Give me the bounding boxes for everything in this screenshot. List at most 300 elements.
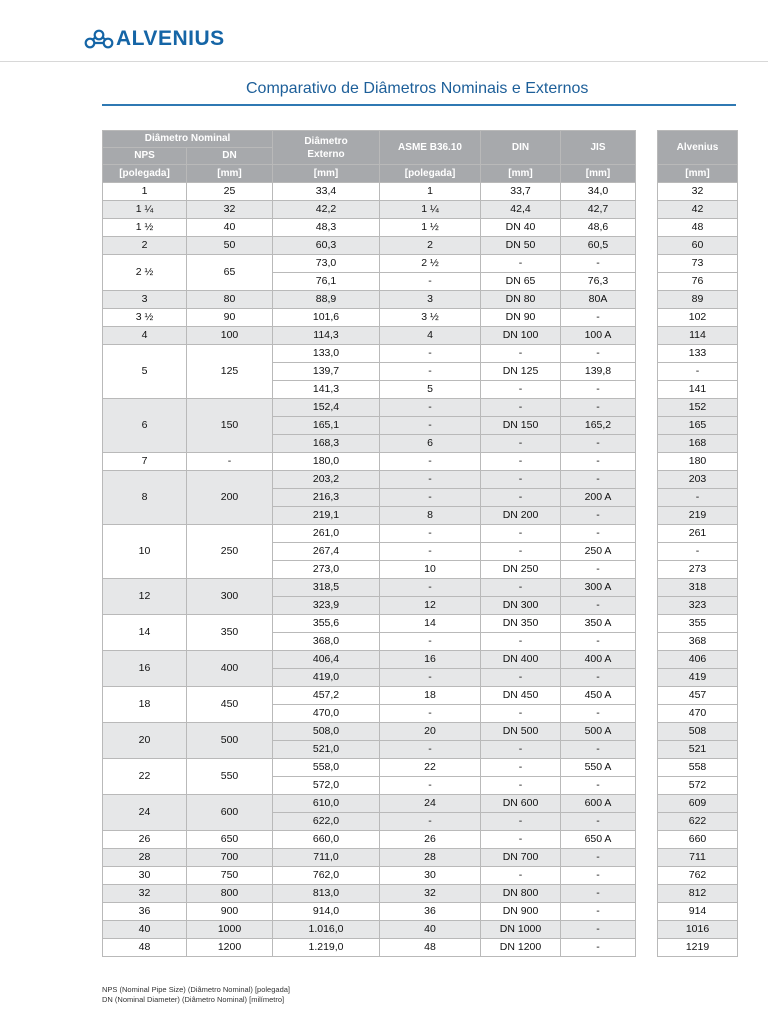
cell-jis: 350 A [561, 615, 636, 633]
cell-externo: 711,0 [273, 849, 380, 867]
cell-nps: 28 [103, 849, 187, 867]
table-row [658, 723, 738, 741]
cell-nps: 1 ¼ [103, 201, 187, 219]
cell-externo: 76,1 [273, 273, 380, 291]
table-row [658, 417, 738, 435]
table-row [658, 651, 738, 669]
cell-asme: 1 ½ [380, 219, 481, 237]
cell-din: DN 80 [481, 291, 561, 309]
cell-alvenius: - [658, 489, 738, 507]
cell-alvenius: 558 [658, 759, 738, 777]
cell-externo: 610,0 [273, 795, 380, 813]
table-row [658, 849, 738, 867]
cell-jis: 450 A [561, 687, 636, 705]
cell-dn: - [187, 453, 273, 471]
unit-din: [mm] [481, 165, 561, 183]
cell-alvenius: 168 [658, 435, 738, 453]
cell-jis: - [561, 309, 636, 327]
cell-alvenius: 406 [658, 651, 738, 669]
cell-din: - [481, 381, 561, 399]
cell-alvenius: 660 [658, 831, 738, 849]
cell-dn: 550 [187, 759, 273, 795]
cell-jis: - [561, 921, 636, 939]
cell-din: DN 500 [481, 723, 561, 741]
cell-din: - [481, 831, 561, 849]
cell-jis: - [561, 705, 636, 723]
cell-nps: 26 [103, 831, 187, 849]
footnote-dn: DN (Nominal Diameter) (Diâmetro Nominal) [milímetro] [102, 995, 285, 1004]
cell-alvenius: - [658, 363, 738, 381]
cell-alvenius: 622 [658, 813, 738, 831]
unit-dn: [mm] [187, 165, 273, 183]
cell-nps: 36 [103, 903, 187, 921]
cell-asme: 12 [380, 597, 481, 615]
cell-asme: 32 [380, 885, 481, 903]
cell-externo: 572,0 [273, 777, 380, 795]
header-din: DIN [481, 131, 561, 165]
cell-dn: 650 [187, 831, 273, 849]
cell-jis: - [561, 867, 636, 885]
table-row [658, 327, 738, 345]
cell-externo: 368,0 [273, 633, 380, 651]
cell-jis: - [561, 885, 636, 903]
table-row [658, 489, 738, 507]
cell-jis: 60,5 [561, 237, 636, 255]
cell-externo: 813,0 [273, 885, 380, 903]
cell-nps: 12 [103, 579, 187, 615]
cell-nps: 6 [103, 399, 187, 453]
cell-asme: 6 [380, 435, 481, 453]
header-nps: NPS [103, 148, 187, 165]
cell-dn: 200 [187, 471, 273, 525]
cell-din: - [481, 633, 561, 651]
table-row [103, 291, 636, 309]
cell-asme: 1 ¼ [380, 201, 481, 219]
cell-nps: 1 [103, 183, 187, 201]
cell-din: DN 90 [481, 309, 561, 327]
table-row [103, 327, 636, 345]
cell-alvenius: 470 [658, 705, 738, 723]
cell-alvenius: 609 [658, 795, 738, 813]
cell-dn: 750 [187, 867, 273, 885]
table-row [658, 183, 738, 201]
cell-asme: - [380, 453, 481, 471]
header-dn: DN [187, 148, 273, 165]
cell-jis: - [561, 741, 636, 759]
table-row [658, 633, 738, 651]
cell-asme: - [380, 543, 481, 561]
cell-alvenius: 165 [658, 417, 738, 435]
cell-externo: 457,2 [273, 687, 380, 705]
cell-alvenius: 457 [658, 687, 738, 705]
table-row [103, 831, 636, 849]
cell-nps: 5 [103, 345, 187, 399]
table-row [658, 903, 738, 921]
cell-externo: 168,3 [273, 435, 380, 453]
table-row [103, 201, 636, 219]
cell-alvenius: 521 [658, 741, 738, 759]
cell-asme: 18 [380, 687, 481, 705]
cell-din: - [481, 705, 561, 723]
cell-nps: 2 [103, 237, 187, 255]
table-row [658, 345, 738, 363]
cell-asme: - [380, 777, 481, 795]
cell-asme: 10 [380, 561, 481, 579]
cell-jis: 600 A [561, 795, 636, 813]
cell-externo: 914,0 [273, 903, 380, 921]
table-row [103, 759, 636, 777]
cell-jis: - [561, 633, 636, 651]
cell-din: - [481, 741, 561, 759]
cell-jis: - [561, 345, 636, 363]
table-row [658, 255, 738, 273]
header-alvenius: Alvenius [658, 131, 738, 165]
page-title: Comparativo de Diâmetros Nominais e Externos [246, 80, 589, 97]
cell-asme: 24 [380, 795, 481, 813]
cell-alvenius: 180 [658, 453, 738, 471]
table-row [658, 867, 738, 885]
brand-logo [84, 24, 225, 54]
cell-asme: - [380, 399, 481, 417]
table-row [103, 903, 636, 921]
table-row [658, 507, 738, 525]
cell-asme: - [380, 669, 481, 687]
cell-din: DN 40 [481, 219, 561, 237]
cell-asme: 3 ½ [380, 309, 481, 327]
table-row [658, 579, 738, 597]
cell-din: DN 50 [481, 237, 561, 255]
cell-jis: - [561, 597, 636, 615]
cell-dn: 32 [187, 201, 273, 219]
header-jis: JIS [561, 131, 636, 165]
diameter-table [102, 130, 636, 957]
cell-asme: - [380, 633, 481, 651]
table-row [658, 939, 738, 957]
cell-jis: 80A [561, 291, 636, 309]
table-row [103, 723, 636, 741]
cell-din: DN 100 [481, 327, 561, 345]
cell-alvenius: 1016 [658, 921, 738, 939]
cell-asme: 1 [380, 183, 481, 201]
alvenius-table [657, 130, 738, 957]
cell-externo: 101,6 [273, 309, 380, 327]
table-row [658, 705, 738, 723]
table-row [103, 525, 636, 543]
cell-dn: 400 [187, 651, 273, 687]
table-row [658, 561, 738, 579]
cell-dn: 450 [187, 687, 273, 723]
cell-nps: 22 [103, 759, 187, 795]
table-row [658, 885, 738, 903]
cell-asme: - [380, 705, 481, 723]
cell-dn: 100 [187, 327, 273, 345]
cell-asme: 2 ½ [380, 255, 481, 273]
cell-alvenius: 76 [658, 273, 738, 291]
cell-din: DN 200 [481, 507, 561, 525]
cell-asme: 14 [380, 615, 481, 633]
table-row [103, 309, 636, 327]
cell-asme: 22 [380, 759, 481, 777]
cell-dn: 350 [187, 615, 273, 651]
alvenius-logo-icon [84, 28, 114, 50]
cell-alvenius: 323 [658, 597, 738, 615]
cell-externo: 521,0 [273, 741, 380, 759]
cell-dn: 700 [187, 849, 273, 867]
cell-alvenius: 114 [658, 327, 738, 345]
cell-asme: - [380, 813, 481, 831]
unit-externo: [mm] [273, 165, 380, 183]
cell-din: DN 65 [481, 273, 561, 291]
table-row [658, 399, 738, 417]
cell-externo: 203,2 [273, 471, 380, 489]
table-row [658, 741, 738, 759]
cell-din: DN 900 [481, 903, 561, 921]
cell-alvenius: 32 [658, 183, 738, 201]
cell-dn: 600 [187, 795, 273, 831]
cell-din: DN 250 [481, 561, 561, 579]
cell-jis: - [561, 561, 636, 579]
cell-externo: 219,1 [273, 507, 380, 525]
cell-jis: - [561, 507, 636, 525]
cell-nps: 30 [103, 867, 187, 885]
cell-alvenius: 572 [658, 777, 738, 795]
table-row [658, 363, 738, 381]
cell-alvenius: 261 [658, 525, 738, 543]
cell-din: - [481, 399, 561, 417]
table-row [103, 183, 636, 201]
unit-nps: [polegada] [103, 165, 187, 183]
cell-jis: 300 A [561, 579, 636, 597]
cell-alvenius: 48 [658, 219, 738, 237]
cell-dn: 80 [187, 291, 273, 309]
cell-jis: - [561, 255, 636, 273]
cell-jis: 550 A [561, 759, 636, 777]
cell-jis: - [561, 849, 636, 867]
cell-jis: 100 A [561, 327, 636, 345]
cell-externo: 141,3 [273, 381, 380, 399]
cell-dn: 1200 [187, 939, 273, 957]
cell-externo: 114,3 [273, 327, 380, 345]
table-row [658, 201, 738, 219]
cell-externo: 1.219,0 [273, 939, 380, 957]
cell-din: - [481, 777, 561, 795]
table-row [103, 885, 636, 903]
cell-externo: 406,4 [273, 651, 380, 669]
table-row [103, 255, 636, 273]
unit-jis: [mm] [561, 165, 636, 183]
cell-asme: - [380, 471, 481, 489]
table-row [658, 291, 738, 309]
cell-alvenius: 73 [658, 255, 738, 273]
cell-externo: 139,7 [273, 363, 380, 381]
cell-nps: 14 [103, 615, 187, 651]
cell-jis: 200 A [561, 489, 636, 507]
cell-dn: 800 [187, 885, 273, 903]
cell-jis: - [561, 903, 636, 921]
cell-din: - [481, 813, 561, 831]
table-row [658, 921, 738, 939]
cell-asme: 20 [380, 723, 481, 741]
cell-jis: - [561, 435, 636, 453]
unit-asme: [polegada] [380, 165, 481, 183]
cell-nps: 48 [103, 939, 187, 957]
cell-asme: 16 [380, 651, 481, 669]
cell-jis: - [561, 399, 636, 417]
table-row [103, 579, 636, 597]
cell-asme: 2 [380, 237, 481, 255]
cell-din: DN 150 [481, 417, 561, 435]
table-row [658, 543, 738, 561]
cell-jis: - [561, 813, 636, 831]
table-row [103, 237, 636, 255]
cell-din: - [481, 669, 561, 687]
cell-asme: - [380, 345, 481, 363]
cell-nps: 1 ½ [103, 219, 187, 237]
table-row [103, 921, 636, 939]
table-row [658, 273, 738, 291]
cell-dn: 125 [187, 345, 273, 399]
cell-externo: 48,3 [273, 219, 380, 237]
table-row [658, 309, 738, 327]
table-row [658, 687, 738, 705]
cell-jis: - [561, 939, 636, 957]
table-row [658, 777, 738, 795]
cell-alvenius: 318 [658, 579, 738, 597]
table-row [658, 795, 738, 813]
table-row [103, 867, 636, 885]
table-row [103, 399, 636, 417]
cell-externo: 73,0 [273, 255, 380, 273]
cell-externo: 762,0 [273, 867, 380, 885]
cell-nps: 10 [103, 525, 187, 579]
cell-asme: - [380, 363, 481, 381]
cell-nps: 2 ½ [103, 255, 187, 291]
cell-din: - [481, 759, 561, 777]
cell-dn: 50 [187, 237, 273, 255]
cell-asme: 5 [380, 381, 481, 399]
cell-alvenius: 60 [658, 237, 738, 255]
cell-dn: 250 [187, 525, 273, 579]
table-row [103, 615, 636, 633]
table-row [658, 759, 738, 777]
cell-externo: 152,4 [273, 399, 380, 417]
cell-nps: 24 [103, 795, 187, 831]
cell-din: DN 600 [481, 795, 561, 813]
cell-din: - [481, 525, 561, 543]
cell-externo: 180,0 [273, 453, 380, 471]
cell-asme: 26 [380, 831, 481, 849]
cell-jis: 48,6 [561, 219, 636, 237]
cell-jis: - [561, 381, 636, 399]
cell-jis: - [561, 525, 636, 543]
cell-alvenius: 152 [658, 399, 738, 417]
cell-externo: 33,4 [273, 183, 380, 201]
table-row [103, 849, 636, 867]
cell-din: DN 800 [481, 885, 561, 903]
cell-asme: 8 [380, 507, 481, 525]
cell-asme: 4 [380, 327, 481, 345]
cell-asme: - [380, 489, 481, 507]
cell-externo: 419,0 [273, 669, 380, 687]
cell-din: - [481, 453, 561, 471]
cell-asme: 3 [380, 291, 481, 309]
cell-externo: 1.016,0 [273, 921, 380, 939]
footnote-nps: NPS (Nominal Pipe Size) (Diâmetro Nominal) [polegada] [102, 985, 290, 994]
cell-din: - [481, 543, 561, 561]
cell-externo: 261,0 [273, 525, 380, 543]
table-row [658, 525, 738, 543]
table-row [103, 219, 636, 237]
table-row [103, 345, 636, 363]
cell-nps: 20 [103, 723, 187, 759]
cell-externo: 60,3 [273, 237, 380, 255]
cell-alvenius: 89 [658, 291, 738, 309]
cell-nps: 18 [103, 687, 187, 723]
header-diametro-nominal: Diâmetro Nominal [103, 131, 273, 148]
table-row [103, 939, 636, 957]
cell-externo: 88,9 [273, 291, 380, 309]
cell-din: DN 125 [481, 363, 561, 381]
cell-nps: 16 [103, 651, 187, 687]
cell-dn: 300 [187, 579, 273, 615]
cell-din: 33,7 [481, 183, 561, 201]
table-row [658, 669, 738, 687]
cell-externo: 508,0 [273, 723, 380, 741]
cell-dn: 150 [187, 399, 273, 453]
cell-din: DN 400 [481, 651, 561, 669]
table-row [103, 471, 636, 489]
cell-externo: 267,4 [273, 543, 380, 561]
cell-alvenius: 711 [658, 849, 738, 867]
cell-externo: 318,5 [273, 579, 380, 597]
cell-alvenius: 812 [658, 885, 738, 903]
cell-jis: 500 A [561, 723, 636, 741]
header-asme: ASME B36.10 [380, 131, 481, 165]
title-underline [102, 104, 736, 106]
cell-asme: 40 [380, 921, 481, 939]
cell-dn: 65 [187, 255, 273, 291]
cell-jis: 34,0 [561, 183, 636, 201]
cell-din: DN 700 [481, 849, 561, 867]
cell-alvenius: 133 [658, 345, 738, 363]
cell-alvenius: 355 [658, 615, 738, 633]
table-row [658, 453, 738, 471]
table-row [658, 381, 738, 399]
cell-externo: 622,0 [273, 813, 380, 831]
table-row [658, 615, 738, 633]
cell-jis: - [561, 453, 636, 471]
cell-jis: 250 A [561, 543, 636, 561]
table-row [103, 795, 636, 813]
cell-din: - [481, 867, 561, 885]
cell-din: - [481, 579, 561, 597]
cell-alvenius: 368 [658, 633, 738, 651]
cell-nps: 3 ½ [103, 309, 187, 327]
unit-alvenius: [mm] [658, 165, 738, 183]
cell-jis: 139,8 [561, 363, 636, 381]
cell-asme: 48 [380, 939, 481, 957]
cell-jis: - [561, 471, 636, 489]
cell-externo: 470,0 [273, 705, 380, 723]
cell-din: - [481, 255, 561, 273]
cell-alvenius: 914 [658, 903, 738, 921]
cell-jis: 165,2 [561, 417, 636, 435]
cell-nps: 8 [103, 471, 187, 525]
cell-jis: - [561, 669, 636, 687]
cell-jis: - [561, 777, 636, 795]
cell-alvenius: 273 [658, 561, 738, 579]
cell-alvenius: 419 [658, 669, 738, 687]
